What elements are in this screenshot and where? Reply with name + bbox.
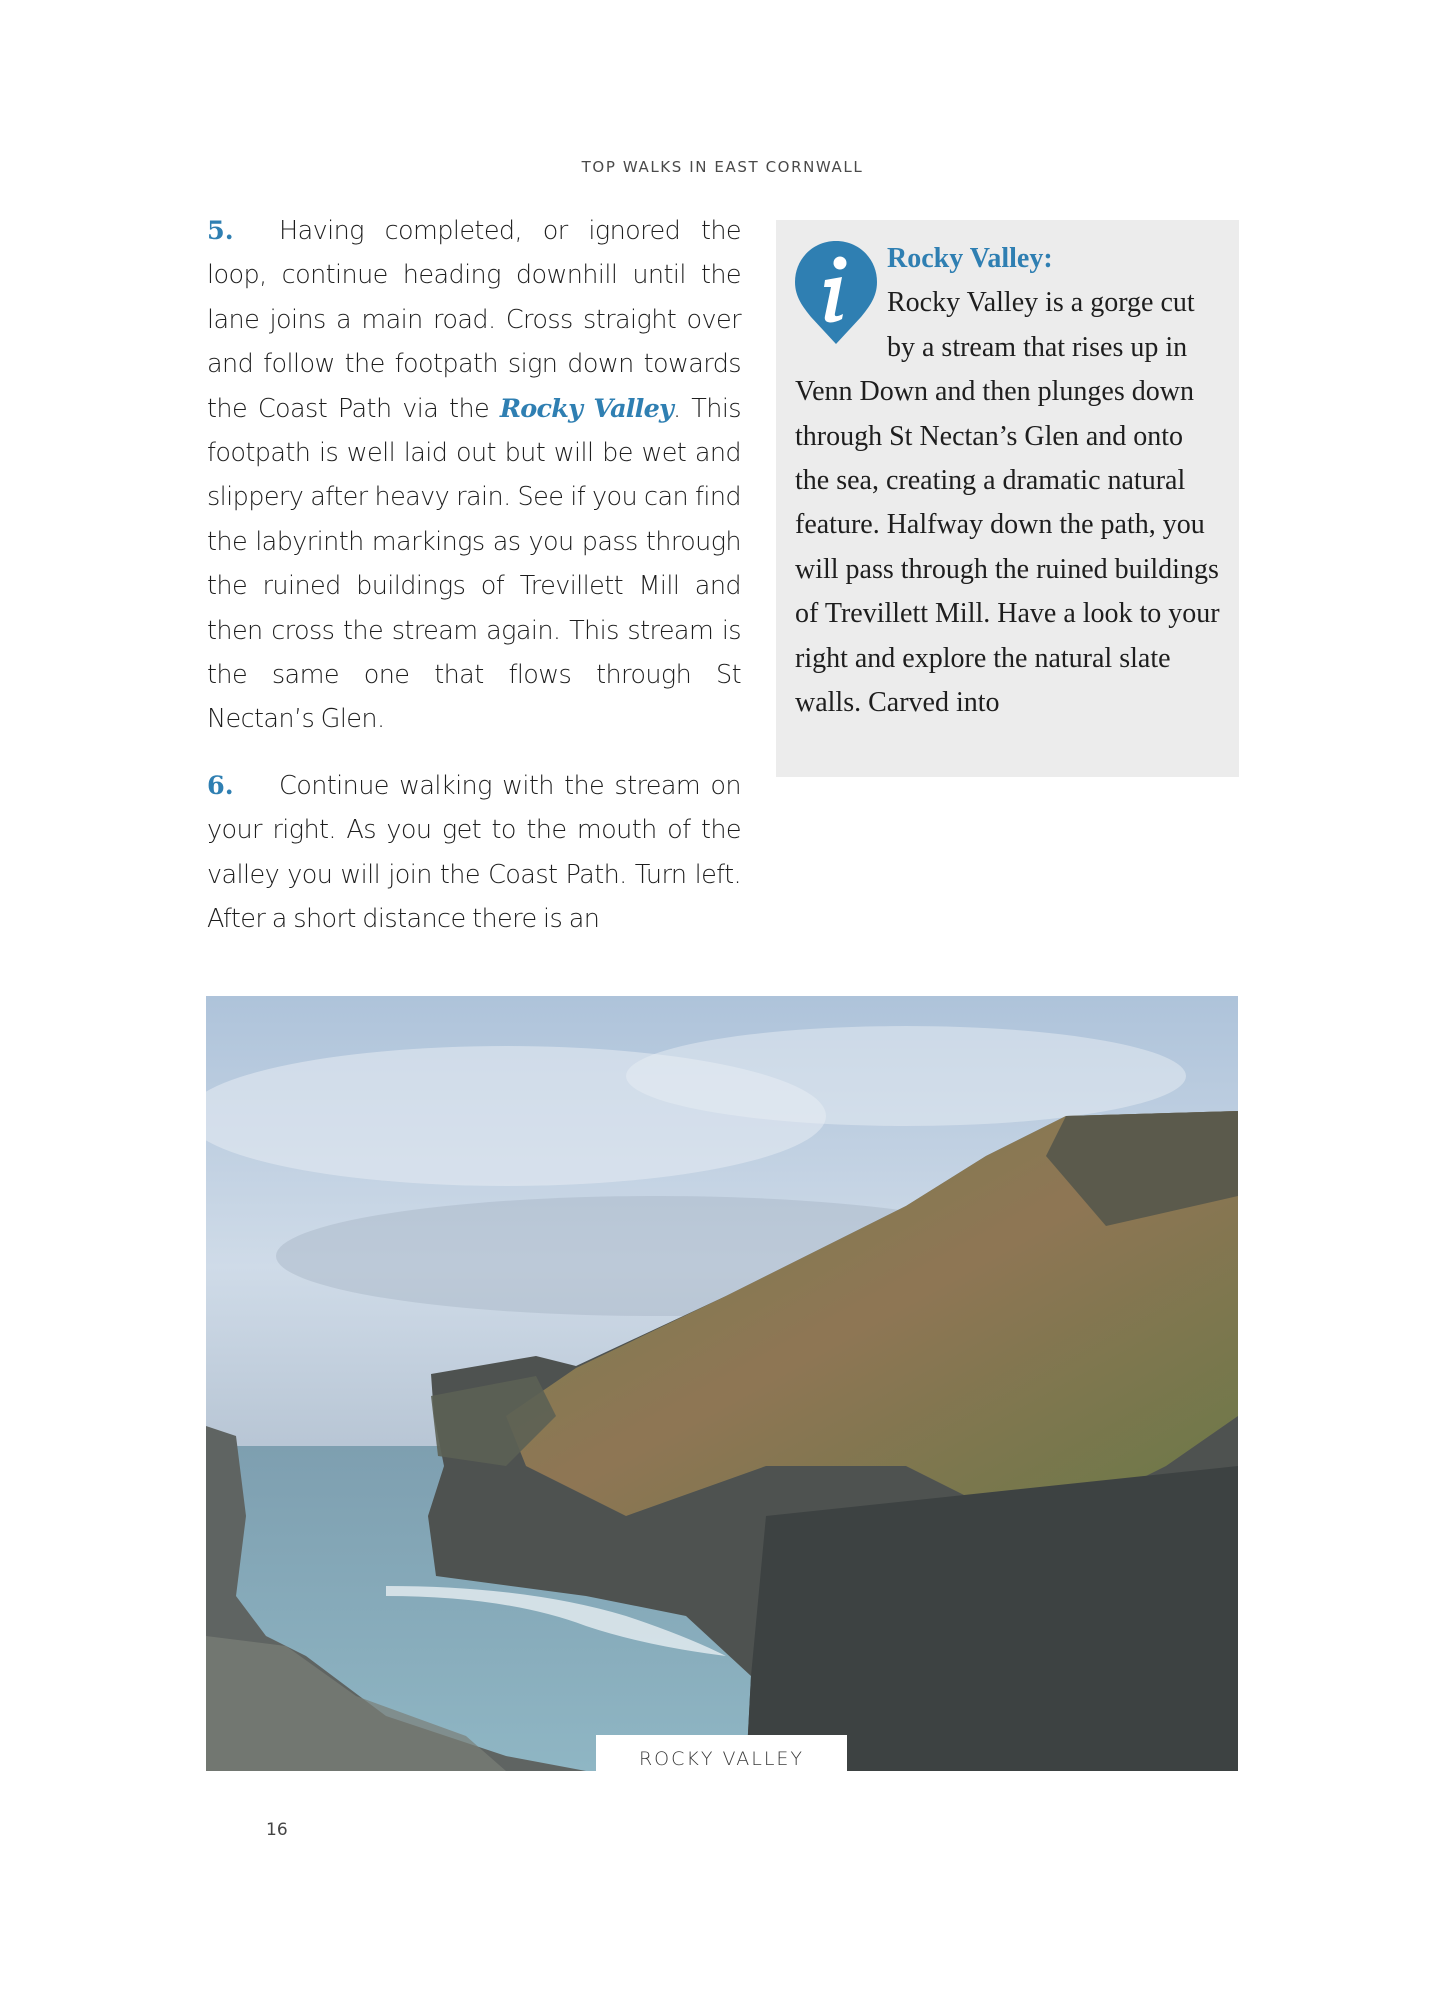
- step-text: Continue walking with the stream on your right. As you get to the mouth of the valley you will join the Coast Path. Turn left. After a short distance there is an: [207, 770, 741, 935]
- step-number: 6.: [207, 770, 234, 801]
- info-box: [776, 220, 1239, 777]
- step-5: [207, 209, 741, 742]
- step-text: Having completed, or ignored the loop, continue heading downhill until the lane joins a main road. Cross straight over and follow the footpath sign down towards the Coast Path via the: [207, 216, 741, 424]
- rocky-valley-photo: [206, 996, 1238, 1771]
- page-number: 16: [266, 1820, 288, 1840]
- step-6: [207, 764, 741, 942]
- main-text-column: [207, 209, 741, 964]
- coastal-landscape-image: [206, 996, 1238, 1771]
- step-text: . This footpath is well laid out but will be wet and slippery after heavy rain. See if you can find the labyrinth markings as you pass through the ruined buildings of Trevillett Mill and then cross the stream again. This stream is the same one that flows through St Nectan’s Glen.: [207, 393, 741, 735]
- info-pin-icon: [793, 237, 879, 349]
- running-head: TOP WALKS IN EAST CORNWALL: [581, 158, 864, 176]
- rocky-valley-link[interactable]: Rocky Valley: [499, 393, 674, 424]
- info-box-body: Rocky Valley is a gorge cut by a stream that rises up in Venn Down and then plunges down through St Nectan’s Glen and onto the sea, creating a dramatic natural feature. Halfway down the path, you will pass through the ruined buildings of Trevillett Mill. Have a look to your right and explore the natural slate walls. Carved into: [795, 287, 1220, 719]
- info-box-title: Rocky Valley:: [887, 243, 1053, 274]
- step-number: 5.: [207, 216, 234, 246]
- photo-caption: ROCKY VALLEY: [596, 1735, 847, 1771]
